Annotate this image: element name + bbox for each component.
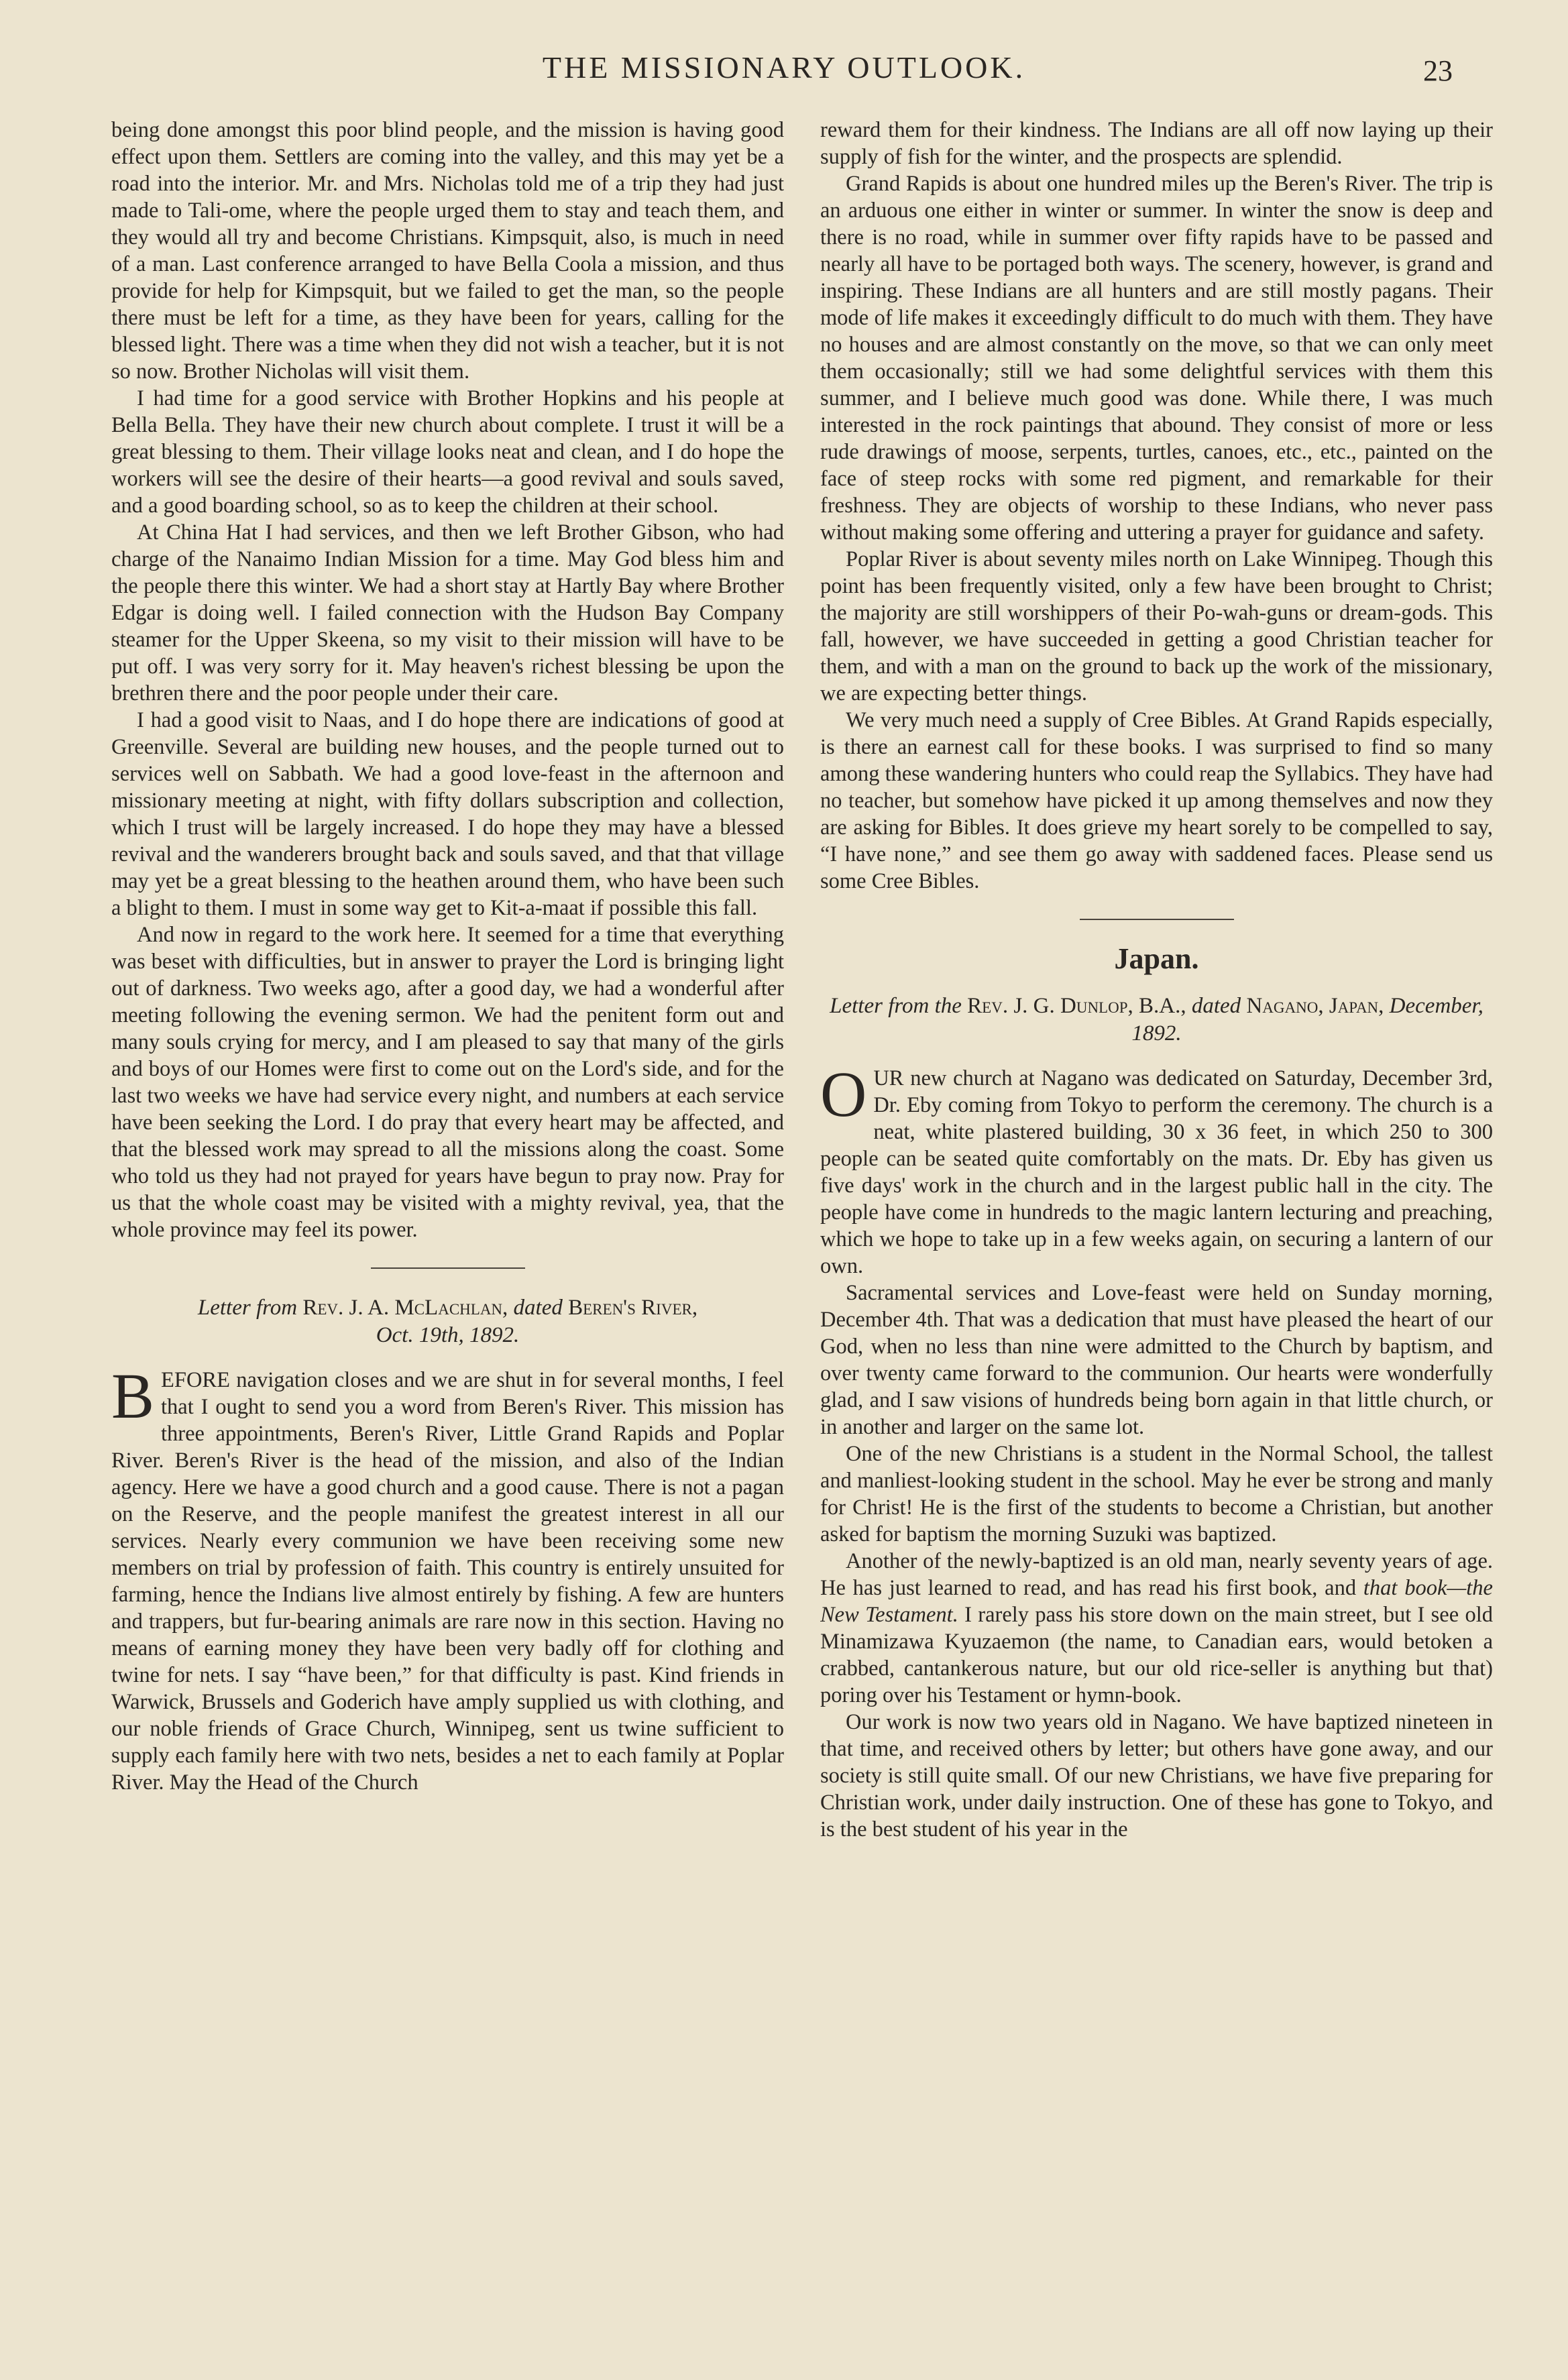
paragraph: I had a good visit to Naas, and I do hope there are indications of good at Greenville. Several are building new houses, and the people turned out to services well on Sabbath. We had a good love-feast in the afternoon and missionary meeting at night, with fifty dollars subscription and collection, which I trust will be largely increased. I do hope they may have a blessed revival and the wanderers brought back and souls saved, and that that village may yet be a great blessing to the heathen around them, who have been such a blight to them. I must in some way get to Kit-a-maat if possible this fall.	[111, 708, 784, 920]
paragraph: And now in regard to the work here. It seemed for a time that everything was beset with difficulties, but in answer to prayer the Lord is bringing light out of darkness. Two weeks ago, after a good day, we had a wonderful after meeting following the evening sermon. We had the penitent form out and many souls crying for mercy, and I am pleased to say that many of the girls and boys of our Homes were first to come out on the Lord's side, and for the last two weeks we have had service every night, and numbers at each service have been seeking the Lord. I do pray that every heart may be affected, and that the blessed work may spread to all the missions along the coast. Some who told us they had not prayed for years have begun to pray now. Pray for us that the whole coast may be visited with a mighty revival, yea, that the whole province may feel its power.	[111, 923, 784, 1242]
letter-dated: dated	[1191, 994, 1241, 1018]
drop-cap: O	[820, 1058, 867, 1130]
divider	[1080, 919, 1234, 920]
left-column	[111, 117, 784, 2296]
paragraph: reward them for their kindness. The Indians are all off now laying up their supply of fish for the winter, and the prospects are splendid.	[820, 118, 1493, 169]
letter-place: Nagano, Japan,	[1246, 994, 1384, 1018]
section-title: Japan.	[1114, 942, 1199, 975]
letter-heading	[111, 1294, 784, 1349]
paragraph	[111, 1360, 784, 1796]
paragraph-text: UR new church at Nagano was dedicated on Saturday, December 3rd, Dr. Eby coming from Tokyo to perform the ceremony. The church is a neat, white plastered building, 30 x 36 feet, in which 250 to 300 people can be seated quite comfortably on the mats. Dr. Eby has given us five days' work in the church and in the largest public hall in the city. The people have come in hundreds to the magic lantern lecturing and preaching, which we hope to take up in a few weeks again, on securing a lantern of our own.	[820, 1066, 1493, 1278]
letter-place: Beren's River,	[568, 1296, 698, 1320]
letter-heading	[820, 993, 1493, 1047]
right-column	[820, 117, 1493, 2296]
running-head	[0, 44, 1568, 91]
paragraph: Our work is now two years old in Nagano. We have baptized nineteen in that time, and received others by letter; but others have gone away, and our society is still quite small. Of our new Christians, we have five preparing for Christian work, under daily instruction. One of these has gone to Tokyo, and is the best student of his year in the	[820, 1710, 1493, 1841]
paragraph: being done amongst this poor blind people, and the mission is having good effect upon them. Settlers are coming into the valley, and this may yet be a road into the interior. Mr. and Mrs. Nicholas told me of a trip they had just made to Tali-ome, where the people urged them to stay and teach them, and they would all try and become Christians. Kimpsquit, also, is much in need of a man. Last conference arranged to have Bella Coola a mission, and thus provide for help for Kimpsquit, but we failed to get the man, so the people there must be left for a time, as they have been for years, calling for the blessed light. There was a time when they did not wish a teacher, but it is not so now. Brother Nicholas will visit them.	[111, 118, 784, 384]
paragraph-text: Another of the newly-baptized is an old man, nearly seventy years of age. He has just learned to read, and has read his first book, and	[820, 1549, 1493, 1600]
page-number: 23	[1423, 54, 1453, 87]
paragraph: At China Hat I had services, and then we left Brother Gibson, who had charge of the Nanaimo Indian Mission for a time. May God bless him and the people there this winter. We had a short stay at Hartly Bay where Brother Edgar is doing well. I failed connection with the Hudson Bay Company steamer for the Upper Skeena, so my visit to their mission will have to be put off. I was very sorry for it. May heaven's richest blessing be upon the brethren there and the poor people under their care.	[111, 520, 784, 705]
paragraph: We very much need a supply of Cree Bibles. At Grand Rapids especially, is there an earnest call for these books. I was surprised to find so many among these wandering hunters who could reap the Syllabics. They have had no teacher, but somehow have picked it up among themselves and now they are asking for Bibles. It does grieve my heart sorely to be compelled to say, “I have none,” and see them go away with saddened faces. Please send us some Cree Bibles.	[820, 708, 1493, 893]
magazine-title: THE MISSIONARY OUTLOOK.	[542, 50, 1026, 84]
paragraph-text: I rarely pass his store down on the main street, but I see old Minamizawa Kyuzaemon (the name, to Canadian ears, would betoken a crabbed, cantankerous nature, but our old rice-seller is anything but that) poring over his Testament or hymn-book.	[820, 1603, 1493, 1707]
paragraph: Sacramental services and Love-feast were held on Sunday morning, December 4th. That was a dedication that must have pleased the heart of our God, when no less than nine were admitted to the Church by baptism, and over twenty came forward to the communion. Our hearts were wonderfully glad, and I saw visions of hundreds being born again in that little church, or in another and larger on the same lot.	[820, 1281, 1493, 1439]
divider	[371, 1267, 525, 1269]
letter-intro: Letter from the	[830, 994, 962, 1018]
paragraph: I had time for a good service with Brother Hopkins and his people at Bella Bella. They have their new church about complete. I trust it will be a great blessing to them. Their village looks neat and clean, and I do hope the workers will see the desire of their hearts—a good revival and souls saved, and a good boarding school, so as to keep the children at their school.	[111, 386, 784, 518]
paragraph	[820, 1548, 1493, 1709]
paragraph: Poplar River is about seventy miles north on Lake Winnipeg. Though this point has been frequently visited, only a few have been brought to Christ; the majority are still worshippers of their Po-wah-guns or dream-gods. This fall, however, we have succeeded in getting a good Christian teacher for them, and with a man on the ground to back up the work of the missionary, we are expecting better things.	[820, 547, 1493, 705]
italic-text: that book—the New Testament.	[820, 1576, 1493, 1627]
letter-date: Oct. 19th, 1892.	[376, 1323, 520, 1347]
letter-dated: dated	[513, 1296, 563, 1320]
letter-author: Rev. J. A. McLachlan,	[302, 1296, 508, 1320]
paragraph: One of the new Christians is a student in the Normal School, the tallest and manliest-looking student in the school. May he ever be strong and manly for Christ! He is the first of the students to become a Christian, but another asked for baptism the morning Suzuki was baptized.	[820, 1442, 1493, 1546]
letter-intro: Letter from	[197, 1296, 298, 1320]
paragraph	[820, 1058, 1493, 1280]
paragraph-text: EFORE navigation closes and we are shut in for several months, I feel that I ought to send you a word from Beren's River. This mission has three appointments, Beren's River, Little Grand Rapids and Poplar River. Beren's River is the head of the mission, and also of the Indian agency. Here we have a good church and a good cause. There is not a pagan on the Reserve, and the people manifest the greatest interest in all our services. Nearly every communion we have been receiving some new members on trial by profession of faith. This country is entirely unsuited for farming, hence the Indians live almost entirely by fishing. A few are hunters and trappers, but fur-bearing animals are rare now in this section. Having no means of earning money they have been very badly off for clothing and twine for nets. I say “have been,” for that difficulty is past. Kind friends in Warwick, Brussels and Goderich have amply supplied us with clothing, and our noble friends of Grace Church, Winnipeg, sent us twine sufficient to supply each family here with two nets, besides a net to each family at Poplar River. May the Head of the Church	[111, 1368, 784, 1795]
letter-author: Rev. J. G. Dunlop, B.A.,	[967, 994, 1186, 1018]
paragraph: Grand Rapids is about one hundred miles up the Beren's River. The trip is an arduous one either in winter or summer. In winter the snow is deep and there is no road, while in summer over fifty rapids have to be passed and nearly all have to be portaged both ways. The scenery, however, is grand and inspiring. These Indians are all hunters and are still mostly pagans. Their mode of life makes it exceedingly difficult to do much with them. They have no houses and are almost constantly on the move, so that we can only meet them occasionally; still we had some delightful services with them this summer, and I believe much good was done. While there, I was much interested in the rock paintings that abound. They consist of more or less rude drawings of moose, serpents, turtles, canoes, etc., etc., painted on the face of steep rocks with some red pigment, and remarkable for their freshness. They are objects of worship to these Indians, who never pass without making some offering and uttering a prayer for guidance and safety.	[820, 172, 1493, 545]
letter-date: December, 1892.	[1131, 994, 1483, 1045]
drop-cap: B	[111, 1360, 155, 1432]
